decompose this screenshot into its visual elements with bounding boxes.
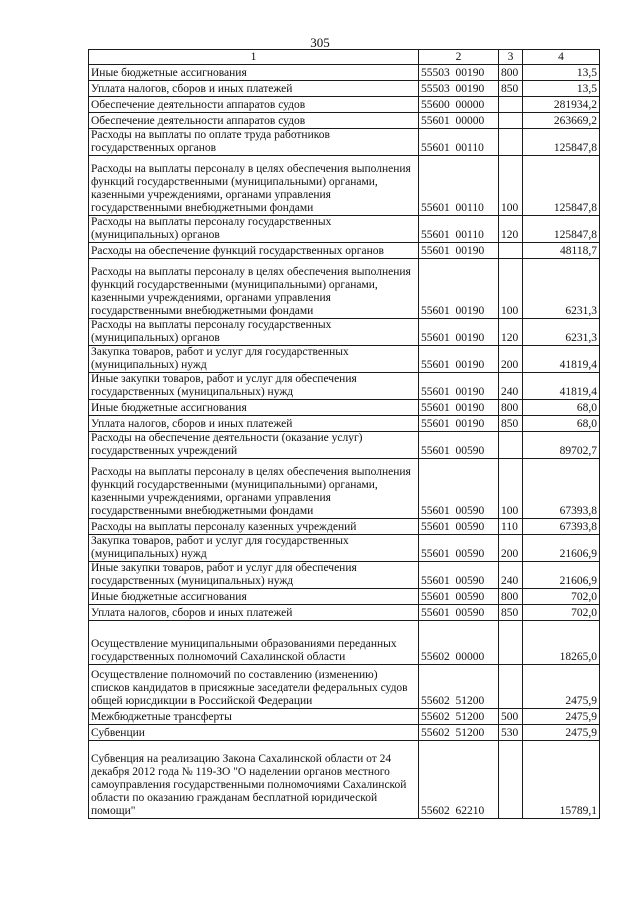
row-code: 55601 00110 <box>419 129 499 156</box>
row-amount: 125847,8 <box>523 129 600 156</box>
row-code: 55601 00190 <box>419 400 499 416</box>
row-expense-type: 100 <box>499 156 523 216</box>
row-code: 55601 00590 <box>419 459 499 519</box>
row-code: 55601 00110 <box>419 156 499 216</box>
row-expense-type: 500 <box>499 709 523 725</box>
row-amount: 6231,3 <box>523 319 600 346</box>
row-name: Расходы на выплаты персоналу в целях обеспечения выполнения функций государственными (муниципальными) органами, казенными учреждениями, органами управления государственными внебюджетными фондами <box>89 459 419 519</box>
row-code: 55503 00190 <box>419 65 499 81</box>
row-amount: 41819,4 <box>523 373 600 400</box>
row-amount: 18265,0 <box>523 621 600 665</box>
row-expense-type: 850 <box>499 81 523 97</box>
row-code: 55601 00190 <box>419 373 499 400</box>
row-name: Иные бюджетные ассигнования <box>89 400 419 416</box>
table-row <box>89 725 600 741</box>
row-name: Осуществление муниципальными образованиями переданных государственных полномочий Сахалинской области <box>89 621 419 665</box>
row-amount: 13,5 <box>523 81 600 97</box>
row-expense-type <box>499 432 523 459</box>
row-expense-type: 200 <box>499 535 523 562</box>
row-expense-type: 800 <box>499 589 523 605</box>
table-row <box>89 416 600 432</box>
row-expense-type <box>499 129 523 156</box>
row-amount: 48118,7 <box>523 243 600 259</box>
row-expense-type: 240 <box>499 373 523 400</box>
row-name: Закупка товаров, работ и услуг для государственных (муниципальных) нужд <box>89 535 419 562</box>
table-row <box>89 589 600 605</box>
row-code: 55601 00590 <box>419 605 499 621</box>
table-row <box>89 97 600 113</box>
row-amount: 6231,3 <box>523 259 600 319</box>
table-row <box>89 319 600 346</box>
table-row <box>89 243 600 259</box>
row-amount: 281934,2 <box>523 97 600 113</box>
row-code: 55601 00190 <box>419 346 499 373</box>
row-amount: 2475,9 <box>523 709 600 725</box>
row-name: Иные закупки товаров, работ и услуг для обеспечения государственных (муниципальных) нужд <box>89 373 419 400</box>
table-row <box>89 65 600 81</box>
row-amount: 21606,9 <box>523 535 600 562</box>
row-code: 55601 00190 <box>419 319 499 346</box>
row-code: 55602 62210 <box>419 741 499 819</box>
table-row <box>89 81 600 97</box>
row-name: Обеспечение деятельности аппаратов судов <box>89 113 419 129</box>
row-expense-type: 120 <box>499 319 523 346</box>
row-code: 55601 00590 <box>419 535 499 562</box>
row-name: Обеспечение деятельности аппаратов судов <box>89 97 419 113</box>
row-expense-type <box>499 665 523 709</box>
row-expense-type: 110 <box>499 519 523 535</box>
row-name: Субвенции <box>89 725 419 741</box>
page-number: 305 <box>310 35 330 50</box>
row-name: Иные закупки товаров, работ и услуг для обеспечения государственных (муниципальных) нужд <box>89 562 419 589</box>
row-code: 55601 00110 <box>419 216 499 243</box>
row-name: Расходы на выплаты персоналу в целях обеспечения выполнения функций государственными (муниципальными) органами, казенными учреждениями, органами управления государственными внебюджетными фондами <box>89 156 419 216</box>
row-amount: 67393,8 <box>523 459 600 519</box>
row-code: 55601 00590 <box>419 562 499 589</box>
row-amount: 2475,9 <box>523 725 600 741</box>
table-row <box>89 346 600 373</box>
budget-table <box>88 49 600 819</box>
row-amount: 2475,9 <box>523 665 600 709</box>
column-header-3: 3 <box>499 50 523 65</box>
row-expense-type <box>499 741 523 819</box>
row-name: Расходы на выплаты персоналу казенных учреждений <box>89 519 419 535</box>
row-amount: 41819,4 <box>523 346 600 373</box>
table-row <box>89 400 600 416</box>
row-code: 55602 51200 <box>419 709 499 725</box>
row-amount: 21606,9 <box>523 562 600 589</box>
row-amount: 125847,8 <box>523 156 600 216</box>
row-code: 55601 00590 <box>419 519 499 535</box>
row-name: Расходы на выплаты персоналу государственных (муниципальных) органов <box>89 216 419 243</box>
table-row <box>89 373 600 400</box>
table-row <box>89 432 600 459</box>
row-amount: 68,0 <box>523 416 600 432</box>
row-name: Закупка товаров, работ и услуг для государственных (муниципальных) нужд <box>89 346 419 373</box>
row-code: 55503 00190 <box>419 81 499 97</box>
row-code: 55601 00000 <box>419 113 499 129</box>
table-row <box>89 129 600 156</box>
row-amount: 89702,7 <box>523 432 600 459</box>
row-expense-type <box>499 621 523 665</box>
row-expense-type: 100 <box>499 459 523 519</box>
row-expense-type: 530 <box>499 725 523 741</box>
row-expense-type: 800 <box>499 65 523 81</box>
row-name: Расходы на обеспечение функций государственных органов <box>89 243 419 259</box>
row-name: Межбюджетные трансферты <box>89 709 419 725</box>
table-row <box>89 113 600 129</box>
column-header-1: 1 <box>89 50 419 65</box>
row-name: Уплата налогов, сборов и иных платежей <box>89 416 419 432</box>
table-row <box>89 562 600 589</box>
row-expense-type: 200 <box>499 346 523 373</box>
row-code: 55600 00000 <box>419 97 499 113</box>
table-row <box>89 216 600 243</box>
row-expense-type: 850 <box>499 416 523 432</box>
row-amount: 68,0 <box>523 400 600 416</box>
table-row <box>89 665 600 709</box>
row-code: 55601 00190 <box>419 259 499 319</box>
row-code: 55601 00190 <box>419 416 499 432</box>
row-name: Расходы на выплаты персоналу государственных (муниципальных) органов <box>89 319 419 346</box>
column-header-4: 4 <box>523 50 600 65</box>
row-expense-type <box>499 113 523 129</box>
row-amount: 15789,1 <box>523 741 600 819</box>
table-header-row <box>89 50 600 65</box>
row-name: Субвенция на реализацию Закона Сахалинской области от 24 декабря 2012 года № 119-ЗО "О наделении органов местного самоуправления государственными полномочиями Сахалинской области по оказанию гражданам бесплатной юридической помощи" <box>89 741 419 819</box>
table-row <box>89 259 600 319</box>
row-amount: 125847,8 <box>523 216 600 243</box>
row-code: 55601 00190 <box>419 243 499 259</box>
row-name: Уплата налогов, сборов и иных платежей <box>89 81 419 97</box>
row-expense-type <box>499 243 523 259</box>
row-name: Иные бюджетные ассигнования <box>89 65 419 81</box>
row-name: Иные бюджетные ассигнования <box>89 589 419 605</box>
row-amount: 67393,8 <box>523 519 600 535</box>
row-amount: 702,0 <box>523 605 600 621</box>
row-name: Расходы на выплаты по оплате труда работников государственных органов <box>89 129 419 156</box>
table-row <box>89 519 600 535</box>
row-name: Расходы на обеспечение деятельности (оказание услуг) государственных учреждений <box>89 432 419 459</box>
row-code: 55602 51200 <box>419 665 499 709</box>
table-row <box>89 605 600 621</box>
table-row <box>89 621 600 665</box>
row-expense-type: 850 <box>499 605 523 621</box>
row-name: Осуществление полномочий по составлению (изменению) списков кандидатов в присяжные заседатели федеральных судов общей юрисдикции в Российской Федерации <box>89 665 419 709</box>
row-code: 55601 00590 <box>419 432 499 459</box>
row-code: 55601 00590 <box>419 589 499 605</box>
table-row <box>89 535 600 562</box>
row-expense-type: 240 <box>499 562 523 589</box>
row-expense-type: 800 <box>499 400 523 416</box>
table-row <box>89 459 600 519</box>
table-row <box>89 709 600 725</box>
row-expense-type: 100 <box>499 259 523 319</box>
row-code: 55602 00000 <box>419 621 499 665</box>
row-expense-type: 120 <box>499 216 523 243</box>
column-header-2: 2 <box>419 50 499 65</box>
row-amount: 263669,2 <box>523 113 600 129</box>
row-code: 55602 51200 <box>419 725 499 741</box>
row-name: Расходы на выплаты персоналу в целях обеспечения выполнения функций государственными (муниципальными) органами, казенными учреждениями, органами управления государственными внебюджетными фондами <box>89 259 419 319</box>
row-amount: 702,0 <box>523 589 600 605</box>
row-name: Уплата налогов, сборов и иных платежей <box>89 605 419 621</box>
row-expense-type <box>499 97 523 113</box>
table-row <box>89 156 600 216</box>
row-amount: 13,5 <box>523 65 600 81</box>
table-row <box>89 741 600 819</box>
